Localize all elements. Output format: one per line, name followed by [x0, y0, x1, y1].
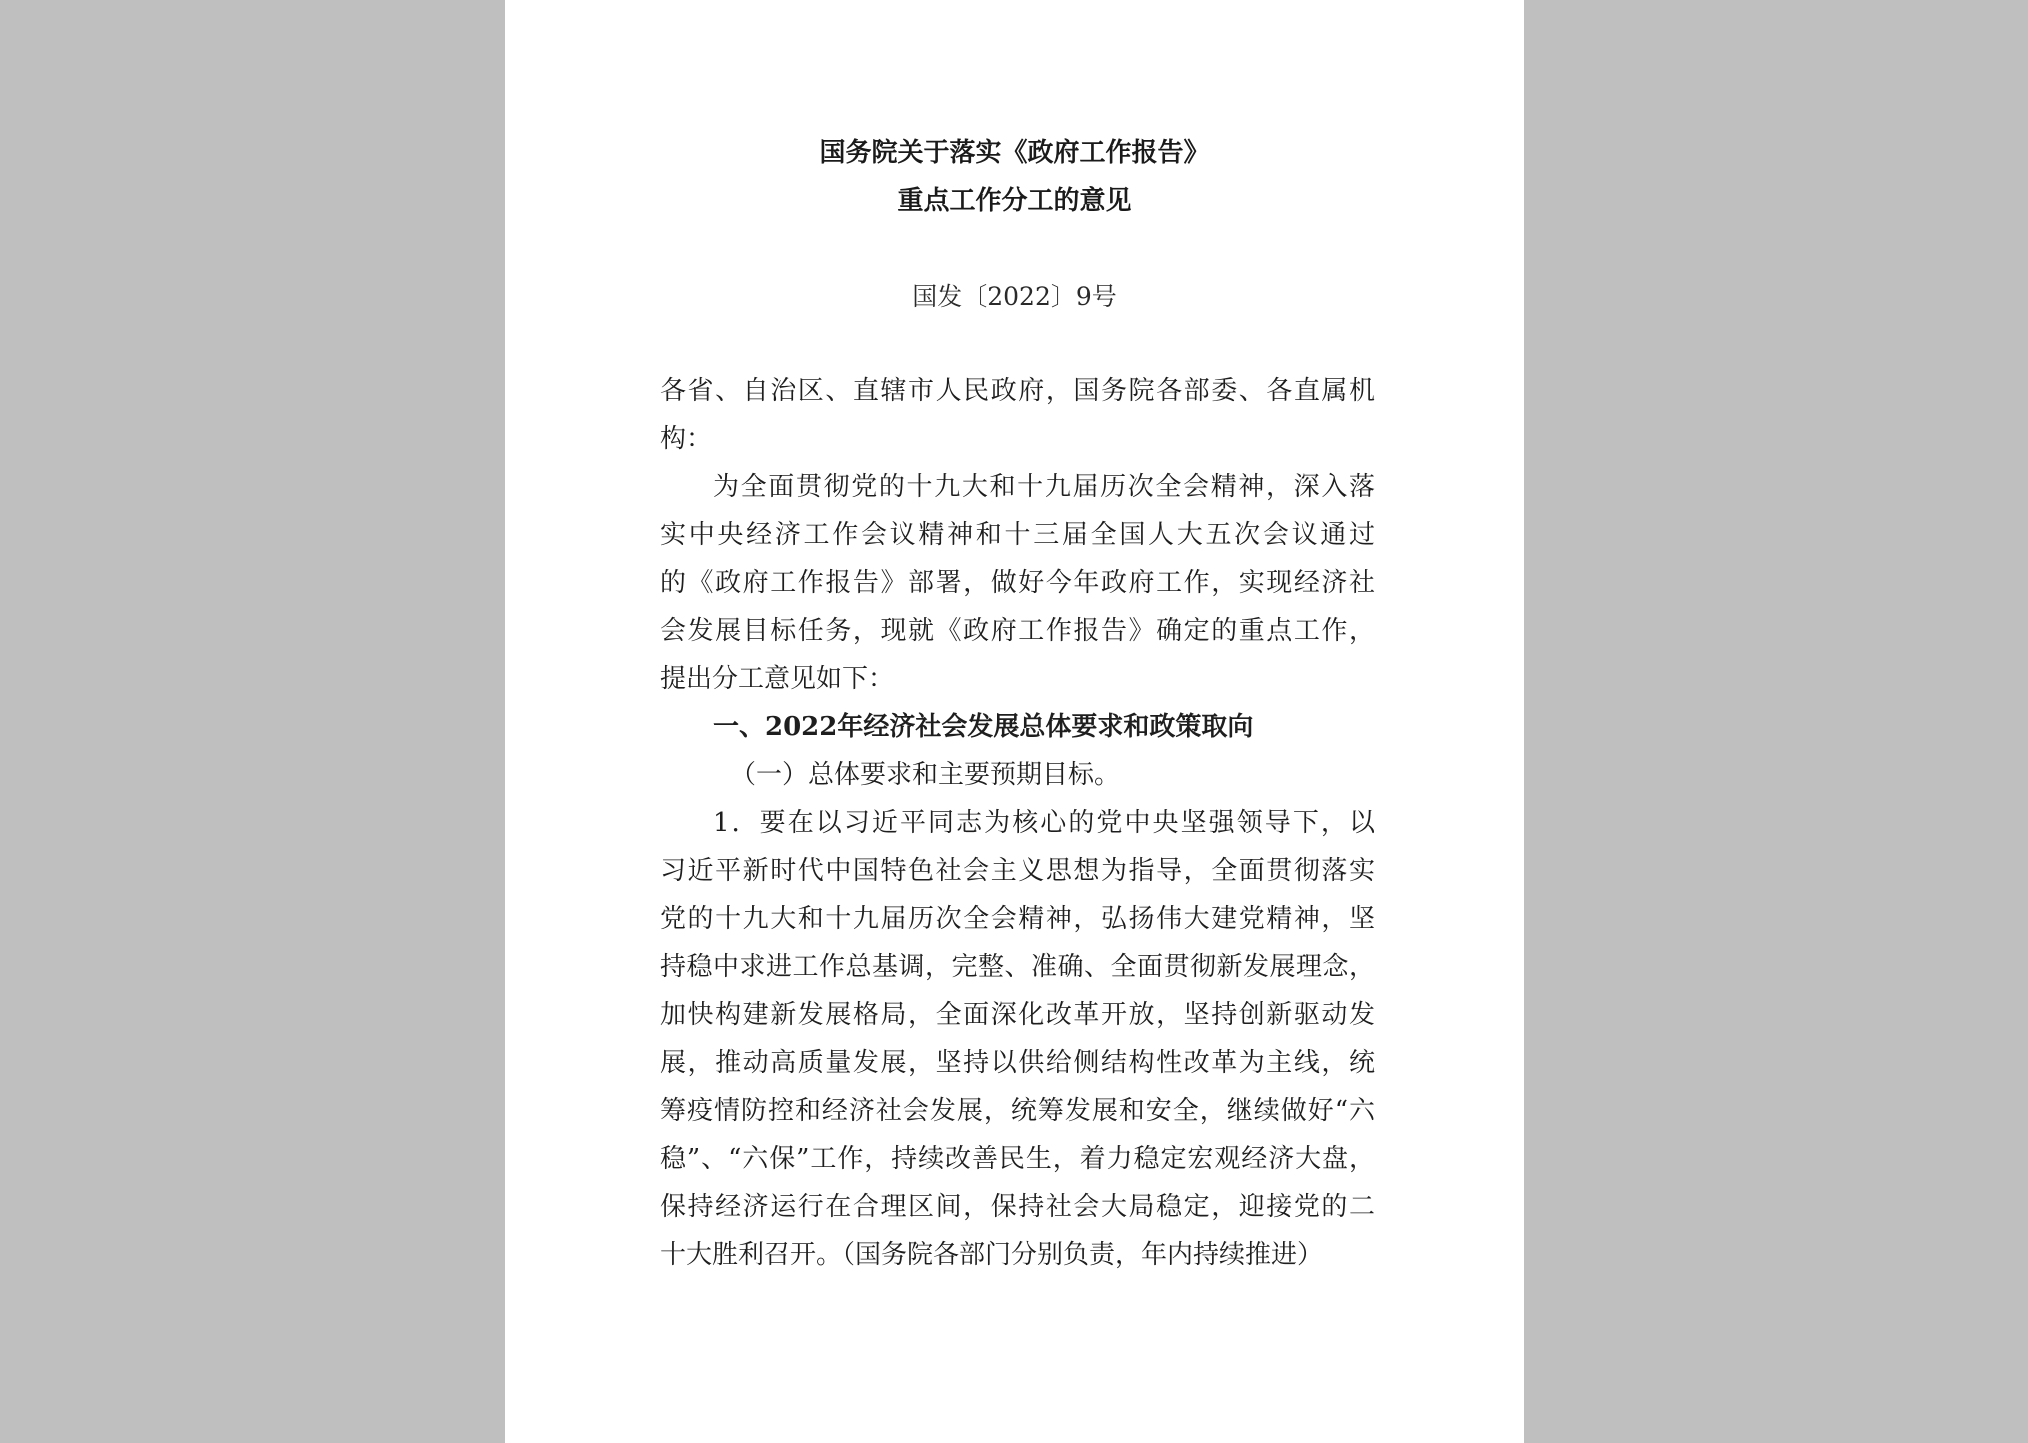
paragraph-line: 展，推动高质量发展，坚持以供给侧结构性改革为主线，统: [660, 1048, 1375, 1078]
paragraph-line: 十大胜利召开。（国务院各部门分别负责，年内持续推进）: [660, 1240, 1324, 1270]
paragraph-line: 1．要在以习近平同志为核心的党中央坚强领导下，以: [713, 808, 1375, 838]
paragraph-line: 加快构建新发展格局，全面深化改革开放，坚持创新驱动发: [660, 1000, 1375, 1030]
paragraph-line: 习近平新时代中国特色社会主义思想为指导，全面贯彻落实: [660, 856, 1375, 886]
addressee-line: 各省、自治区、直辖市人民政府，国务院各部委、各直属机: [660, 376, 1375, 406]
paragraph-line: 持稳中求进工作总基调，完整、准确、全面贯彻新发展理念，: [660, 952, 1375, 982]
paragraph-line: 保持经济运行在合理区间，保持社会大局稳定，迎接党的二: [660, 1192, 1375, 1222]
paragraph-line: 党的十九大和十九届历次全会精神，弘扬伟大建党精神，坚: [660, 904, 1375, 934]
document-number: 国发〔2022〕9号: [912, 282, 1117, 311]
paragraph-line: 的《政府工作报告》部署，做好今年政府工作，实现经济社: [660, 568, 1375, 598]
addressee-line: 构：: [660, 424, 713, 454]
section-heading: 一、2022年经济社会发展总体要求和政策取向: [713, 712, 1254, 742]
paragraph-line: 稳”、“六保”工作，持续改善民生，着力稳定宏观经济大盘，: [660, 1144, 1375, 1174]
document-page: [505, 0, 1524, 1443]
document-title-line-2: 重点工作分工的意见: [897, 186, 1132, 216]
paragraph-line: 会发展目标任务，现就《政府工作报告》确定的重点工作，: [660, 616, 1375, 646]
paragraph-line: 提出分工意见如下：: [660, 664, 895, 694]
document-title-line-1: 国务院关于落实《政府工作报告》: [819, 138, 1210, 168]
paragraph-line: 实中央经济工作会议精神和十三届全国人大五次会议通过: [660, 520, 1375, 550]
paragraph-line: 筹疫情防控和经济社会发展，统筹发展和安全，继续做好“六: [660, 1096, 1375, 1126]
subsection-heading: （一）总体要求和主要预期目标。: [730, 760, 1121, 790]
paragraph-line: 为全面贯彻党的十九大和十九届历次全会精神，深入落: [713, 472, 1375, 502]
